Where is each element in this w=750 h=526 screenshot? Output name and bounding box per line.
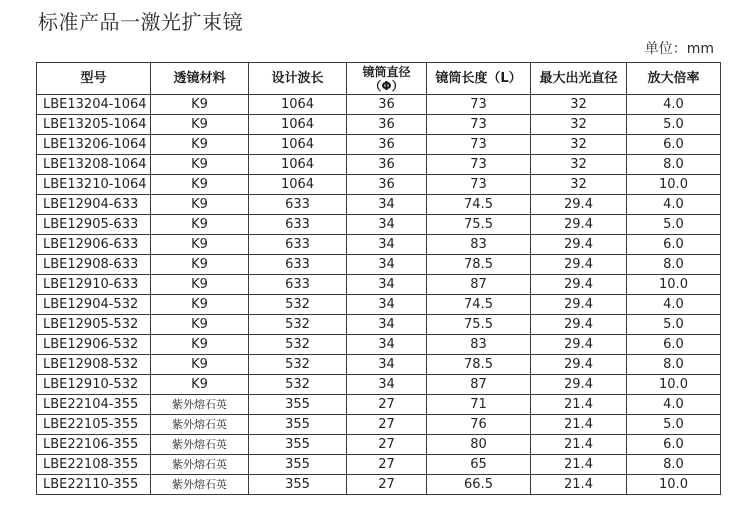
table-header <box>37 63 721 95</box>
table-row <box>37 155 721 175</box>
cell-magnification: 4.0 <box>627 95 721 115</box>
cell-model: LBE12910-633 <box>37 275 151 295</box>
cell-barrel-diameter: 36 <box>347 155 427 175</box>
cell-magnification: 6.0 <box>627 335 721 355</box>
cell-max-output-diameter: 29.4 <box>531 355 627 375</box>
header-barrel-length: 镜筒长度（L） <box>427 63 531 95</box>
cell-barrel-diameter: 34 <box>347 235 427 255</box>
cell-model: LBE13204-1064 <box>37 95 151 115</box>
cell-max-output-diameter: 29.4 <box>531 375 627 395</box>
cell-barrel-diameter: 34 <box>347 375 427 395</box>
cell-lens-material: K9 <box>151 255 249 275</box>
table-row <box>37 395 721 415</box>
cell-barrel-length: 73 <box>427 115 531 135</box>
cell-magnification: 4.0 <box>627 395 721 415</box>
cell-barrel-diameter: 36 <box>347 135 427 155</box>
cell-max-output-diameter: 29.4 <box>531 195 627 215</box>
table-row <box>37 175 721 195</box>
cell-max-output-diameter: 21.4 <box>531 415 627 435</box>
unit-label: 单位：mm <box>644 41 714 57</box>
cell-design-wavelength: 633 <box>249 255 347 275</box>
cell-model: LBE12904-532 <box>37 295 151 315</box>
cell-design-wavelength: 355 <box>249 475 347 495</box>
cell-magnification: 8.0 <box>627 255 721 275</box>
spec-table <box>36 62 721 495</box>
header-barrel-diameter-label: 镜筒直径 <box>362 64 411 79</box>
cell-design-wavelength: 1064 <box>249 135 347 155</box>
table-row <box>37 355 721 375</box>
cell-model: LBE13208-1064 <box>37 155 151 175</box>
cell-barrel-diameter: 27 <box>347 475 427 495</box>
cell-max-output-diameter: 21.4 <box>531 435 627 455</box>
table-row <box>37 455 721 475</box>
header-max-output-diameter: 最大出光直径 <box>531 63 627 95</box>
cell-magnification: 8.0 <box>627 455 721 475</box>
cell-barrel-length: 75.5 <box>427 315 531 335</box>
page-title: 标准产品一激光扩束镜 <box>38 10 243 34</box>
cell-barrel-length: 78.5 <box>427 255 531 275</box>
cell-lens-material: 紫外熔石英 <box>151 435 249 455</box>
cell-max-output-diameter: 29.4 <box>531 215 627 235</box>
cell-magnification: 10.0 <box>627 275 721 295</box>
header-barrel-diameter-symbol: （Φ） <box>369 78 404 93</box>
cell-lens-material: K9 <box>151 355 249 375</box>
cell-model: LBE22104-355 <box>37 395 151 415</box>
cell-max-output-diameter: 32 <box>531 135 627 155</box>
cell-barrel-length: 83 <box>427 335 531 355</box>
cell-magnification: 6.0 <box>627 135 721 155</box>
cell-magnification: 5.0 <box>627 415 721 435</box>
cell-barrel-diameter: 34 <box>347 315 427 335</box>
cell-magnification: 8.0 <box>627 355 721 375</box>
cell-lens-material: K9 <box>151 155 249 175</box>
cell-model: LBE12908-532 <box>37 355 151 375</box>
cell-magnification: 5.0 <box>627 115 721 135</box>
cell-barrel-diameter: 27 <box>347 415 427 435</box>
cell-max-output-diameter: 29.4 <box>531 335 627 355</box>
cell-model: LBE13210-1064 <box>37 175 151 195</box>
table-row <box>37 295 721 315</box>
cell-barrel-length: 74.5 <box>427 295 531 315</box>
cell-barrel-diameter: 34 <box>347 355 427 375</box>
cell-max-output-diameter: 32 <box>531 115 627 135</box>
cell-model: LBE22105-355 <box>37 415 151 435</box>
table-row <box>37 115 721 135</box>
cell-magnification: 5.0 <box>627 215 721 235</box>
table-row <box>37 275 721 295</box>
cell-barrel-length: 71 <box>427 395 531 415</box>
cell-max-output-diameter: 21.4 <box>531 455 627 475</box>
cell-magnification: 6.0 <box>627 235 721 255</box>
cell-lens-material: 紫外熔石英 <box>151 415 249 435</box>
cell-design-wavelength: 355 <box>249 395 347 415</box>
cell-lens-material: K9 <box>151 295 249 315</box>
cell-design-wavelength: 355 <box>249 455 347 475</box>
cell-model: LBE12905-633 <box>37 215 151 235</box>
cell-lens-material: K9 <box>151 195 249 215</box>
table-row <box>37 415 721 435</box>
cell-barrel-length: 76 <box>427 415 531 435</box>
cell-barrel-length: 73 <box>427 95 531 115</box>
header-row <box>37 63 721 95</box>
cell-design-wavelength: 355 <box>249 435 347 455</box>
header-model: 型号 <box>37 63 151 95</box>
cell-barrel-diameter: 27 <box>347 435 427 455</box>
table-row <box>37 435 721 455</box>
cell-model: LBE12906-532 <box>37 335 151 355</box>
cell-barrel-diameter: 34 <box>347 335 427 355</box>
cell-magnification: 8.0 <box>627 155 721 175</box>
cell-barrel-diameter: 27 <box>347 395 427 415</box>
cell-magnification: 4.0 <box>627 295 721 315</box>
cell-lens-material: K9 <box>151 95 249 115</box>
table-row <box>37 475 721 495</box>
cell-lens-material: 紫外熔石英 <box>151 395 249 415</box>
cell-barrel-diameter: 34 <box>347 295 427 315</box>
cell-lens-material: K9 <box>151 335 249 355</box>
table-row <box>37 215 721 235</box>
cell-barrel-diameter: 36 <box>347 95 427 115</box>
cell-barrel-length: 87 <box>427 375 531 395</box>
cell-lens-material: K9 <box>151 215 249 235</box>
cell-design-wavelength: 355 <box>249 415 347 435</box>
cell-barrel-length: 73 <box>427 155 531 175</box>
cell-magnification: 10.0 <box>627 475 721 495</box>
cell-max-output-diameter: 29.4 <box>531 315 627 335</box>
cell-lens-material: K9 <box>151 375 249 395</box>
cell-lens-material: K9 <box>151 315 249 335</box>
cell-magnification: 10.0 <box>627 175 721 195</box>
cell-barrel-length: 80 <box>427 435 531 455</box>
cell-barrel-length: 78.5 <box>427 355 531 375</box>
cell-design-wavelength: 633 <box>249 275 347 295</box>
cell-barrel-length: 66.5 <box>427 475 531 495</box>
cell-lens-material: K9 <box>151 135 249 155</box>
table-row <box>37 375 721 395</box>
cell-max-output-diameter: 21.4 <box>531 395 627 415</box>
cell-barrel-diameter: 34 <box>347 215 427 235</box>
cell-design-wavelength: 532 <box>249 315 347 335</box>
table-row <box>37 255 721 275</box>
cell-barrel-length: 83 <box>427 235 531 255</box>
cell-max-output-diameter: 21.4 <box>531 475 627 495</box>
cell-design-wavelength: 1064 <box>249 155 347 175</box>
cell-barrel-diameter: 34 <box>347 195 427 215</box>
cell-max-output-diameter: 29.4 <box>531 295 627 315</box>
cell-barrel-length: 65 <box>427 455 531 475</box>
cell-barrel-diameter: 34 <box>347 275 427 295</box>
table-row <box>37 335 721 355</box>
cell-magnification: 4.0 <box>627 195 721 215</box>
cell-model: LBE12905-532 <box>37 315 151 335</box>
cell-max-output-diameter: 29.4 <box>531 275 627 295</box>
cell-design-wavelength: 1064 <box>249 115 347 135</box>
cell-model: LBE22108-355 <box>37 455 151 475</box>
cell-magnification: 5.0 <box>627 315 721 335</box>
cell-model: LBE12908-633 <box>37 255 151 275</box>
cell-barrel-diameter: 36 <box>347 115 427 135</box>
cell-lens-material: 紫外熔石英 <box>151 475 249 495</box>
cell-max-output-diameter: 32 <box>531 95 627 115</box>
cell-barrel-length: 74.5 <box>427 195 531 215</box>
cell-model: LBE13206-1064 <box>37 135 151 155</box>
cell-magnification: 6.0 <box>627 435 721 455</box>
table-row <box>37 315 721 335</box>
cell-model: LBE12910-532 <box>37 375 151 395</box>
cell-barrel-diameter: 36 <box>347 175 427 195</box>
header-design-wavelength: 设计波长 <box>249 63 347 95</box>
cell-max-output-diameter: 29.4 <box>531 235 627 255</box>
cell-barrel-diameter: 34 <box>347 255 427 275</box>
table-row <box>37 195 721 215</box>
cell-model: LBE12904-633 <box>37 195 151 215</box>
header-magnification: 放大倍率 <box>627 63 721 95</box>
cell-barrel-diameter: 27 <box>347 455 427 475</box>
cell-design-wavelength: 532 <box>249 295 347 315</box>
cell-model: LBE22110-355 <box>37 475 151 495</box>
cell-model: LBE12906-633 <box>37 235 151 255</box>
cell-barrel-length: 73 <box>427 135 531 155</box>
cell-design-wavelength: 532 <box>249 355 347 375</box>
header-barrel-diameter <box>347 63 427 95</box>
cell-model: LBE13205-1064 <box>37 115 151 135</box>
table-row <box>37 235 721 255</box>
cell-lens-material: K9 <box>151 235 249 255</box>
cell-design-wavelength: 1064 <box>249 175 347 195</box>
cell-design-wavelength: 1064 <box>249 95 347 115</box>
cell-max-output-diameter: 29.4 <box>531 255 627 275</box>
cell-lens-material: K9 <box>151 175 249 195</box>
cell-magnification: 10.0 <box>627 375 721 395</box>
cell-barrel-length: 73 <box>427 175 531 195</box>
cell-design-wavelength: 532 <box>249 375 347 395</box>
cell-lens-material: K9 <box>151 115 249 135</box>
cell-barrel-length: 87 <box>427 275 531 295</box>
cell-design-wavelength: 633 <box>249 215 347 235</box>
cell-max-output-diameter: 32 <box>531 155 627 175</box>
table-body <box>37 95 721 495</box>
header-lens-material: 透镜材料 <box>151 63 249 95</box>
cell-barrel-length: 75.5 <box>427 215 531 235</box>
table-row <box>37 95 721 115</box>
cell-design-wavelength: 532 <box>249 335 347 355</box>
table-row <box>37 135 721 155</box>
cell-max-output-diameter: 32 <box>531 175 627 195</box>
cell-design-wavelength: 633 <box>249 195 347 215</box>
cell-lens-material: K9 <box>151 275 249 295</box>
cell-lens-material: 紫外熔石英 <box>151 455 249 475</box>
cell-design-wavelength: 633 <box>249 235 347 255</box>
cell-model: LBE22106-355 <box>37 435 151 455</box>
